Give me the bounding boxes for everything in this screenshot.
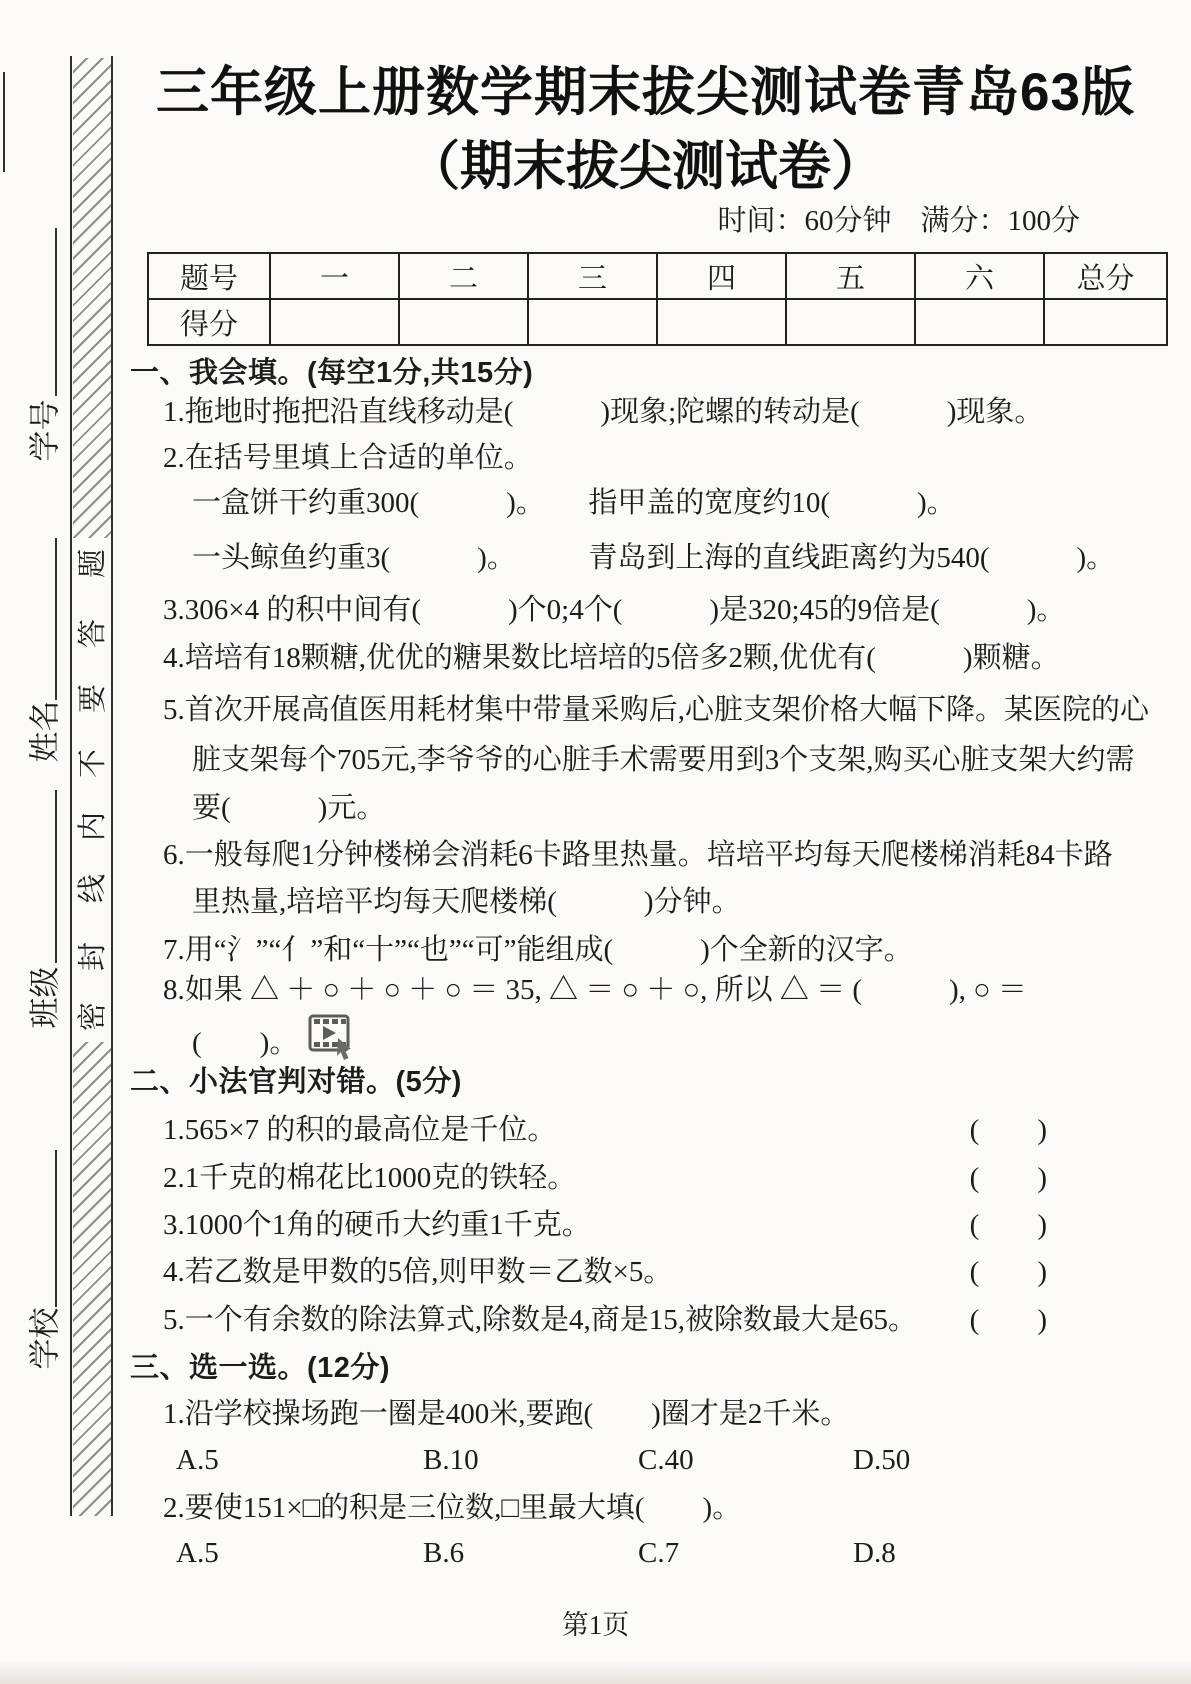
judge-row <box>163 1296 1047 1344</box>
judge-text: 4.若乙数是甲数的5倍,则甲数＝乙数×5。 <box>163 1256 673 1288</box>
hatch-strip-top <box>73 58 111 538</box>
hatch-strip-bottom <box>73 1042 111 1516</box>
score-table-header-row <box>148 253 1167 299</box>
page-edge-mark <box>3 72 5 172</box>
score-cell-empty <box>786 299 915 345</box>
seal-char: 线 <box>77 873 110 903</box>
school-label: 学校 <box>27 1307 63 1369</box>
seal-char: 密 <box>77 1001 110 1031</box>
question-text: ( )。 <box>192 1027 299 1059</box>
question: 2.要使151×□的积是三位数,□里最大填( )。 <box>163 1492 742 1524</box>
option: A.5 <box>176 1444 219 1476</box>
judge-row <box>163 1106 1047 1154</box>
question: 8.如果 △ ＋ ○ ＋ ○ ＋ ○ ＝ 35, △ ＝ ○ ＋ ○, 所以 △ ＝ ( ), ○ ＝ <box>163 974 1027 1006</box>
section3-heading: 三、选一选。(12分) <box>130 1352 391 1384</box>
question: 6.一般每爬1分钟楼梯会消耗6卡路里热量。培培平均每天爬楼梯消耗84卡路 <box>163 839 1113 871</box>
question-wrap: 里热量,培培平均每天爬楼梯( )分钟。 <box>192 886 741 918</box>
judge-text: 3.1000个1角的硬币大约重1千克。 <box>163 1209 591 1241</box>
question-subline: 一盒饼干约重300( )。 指甲盖的宽度约10( )。 <box>192 487 956 519</box>
student-id-label: 学号 <box>27 399 63 461</box>
answer-paren: ( ) <box>969 1114 1047 1146</box>
option: D.8 <box>853 1537 896 1569</box>
score-cell-empty <box>657 299 786 345</box>
option: B.6 <box>423 1537 465 1569</box>
judge-row <box>163 1201 1047 1249</box>
seal-char: 不 <box>77 748 110 778</box>
seal-char: 题 <box>77 548 110 578</box>
question: 1.沿学校操场跑一圈是400米,要跑( )圈才是2千米。 <box>163 1398 850 1430</box>
question: 4.培培有18颗糖,优优的糖果数比培培的5倍多2颗,优优有( )颗糖。 <box>163 642 1060 674</box>
options-row <box>176 1436 1106 1484</box>
score-table-cell: 四 <box>657 253 786 299</box>
option: C.7 <box>638 1537 680 1569</box>
question-wrap: 要( )元。 <box>192 792 386 824</box>
score-cell-empty <box>528 299 657 345</box>
score-table-cell: 题号 <box>148 253 270 299</box>
score-cell-empty <box>399 299 528 345</box>
score-table-cell: 六 <box>915 253 1044 299</box>
option: A.5 <box>176 1537 219 1569</box>
score-table-cell: 总分 <box>1044 253 1167 299</box>
answer-paren: ( ) <box>969 1256 1047 1288</box>
video-play-icon[interactable] <box>308 1014 358 1062</box>
option: C.40 <box>638 1444 694 1476</box>
question: 7.用“氵”“亻”和“十”“也”“可”能组成( )个全新的汉字。 <box>163 934 913 966</box>
score-table-cell: 二 <box>399 253 528 299</box>
question: 3.306×4 的积中间有( )个0;4个( )是320;45的9倍是( )。 <box>163 594 1066 626</box>
score-cell-empty <box>270 299 399 345</box>
student-id-blank-line <box>55 228 57 396</box>
option: D.50 <box>853 1444 911 1476</box>
question: 5.首次开展高值医用耗材集中带量采购后,心脏支架价格大幅下降。某医院的心 <box>163 694 1150 726</box>
question: 2.在括号里填上合适的单位。 <box>163 442 533 474</box>
class-blank-line <box>55 790 57 963</box>
judge-text: 1.565×7 的积的最高位是千位。 <box>163 1114 557 1146</box>
question-subline: 一头鲸鱼约重3( )。 青岛到上海的直线距离约为540( )。 <box>192 542 1116 574</box>
school-blank-line <box>55 1150 57 1307</box>
seal-char: 答 <box>77 618 110 648</box>
page-title: 三年级上册数学期末拔尖测试卷青岛63版 <box>156 63 1135 122</box>
answer-paren: ( ) <box>969 1304 1047 1336</box>
section1-heading: 一、我会填。(每空1分,共15分) <box>130 357 534 389</box>
score-cell-empty <box>915 299 1044 345</box>
time-score-meta: 时间：60分钟 满分：100分 <box>717 205 1080 237</box>
question-wrap: 脏支架每个705元,李爷爷的心脏手术需要用到3个支架,购买心脏支架大约需 <box>192 744 1135 776</box>
score-table-cell: 一 <box>270 253 399 299</box>
question-wrap <box>192 1014 358 1062</box>
score-table-cell: 三 <box>528 253 657 299</box>
name-blank-line <box>55 538 57 700</box>
score-row-label: 得分 <box>148 299 270 345</box>
score-table-cell: 五 <box>786 253 915 299</box>
seal-line-outer <box>111 56 113 1516</box>
score-table-score-row <box>148 299 1167 345</box>
seal-char: 内 <box>77 811 110 841</box>
name-label: 姓名 <box>27 700 63 762</box>
options-row <box>176 1529 1106 1577</box>
seal-char: 封 <box>77 941 110 971</box>
answer-paren: ( ) <box>969 1162 1047 1194</box>
seal-char: 要 <box>77 683 110 713</box>
judge-text: 2.1千克的棉花比1000克的铁轻。 <box>163 1162 577 1194</box>
seal-line-inner <box>70 56 72 1516</box>
class-label: 班级 <box>27 966 63 1028</box>
judge-row <box>163 1248 1047 1296</box>
section2-heading: 二、小法官判对错。(5分) <box>130 1066 462 1098</box>
answer-paren: ( ) <box>969 1209 1047 1241</box>
page-subtitle: （期末拔尖测试卷） <box>407 137 884 196</box>
judge-text: 5.一个有余数的除法算式,除数是4,商是15,被除数最大是65。 <box>163 1304 918 1336</box>
page-number: 第1页 <box>561 1610 630 1640</box>
option: B.10 <box>423 1444 479 1476</box>
score-cell-empty <box>1044 299 1167 345</box>
judge-row <box>163 1154 1047 1202</box>
score-table <box>147 252 1168 346</box>
question: 1.拖地时拖把沿直线移动是( )现象;陀螺的转动是( )现象。 <box>163 396 1044 428</box>
